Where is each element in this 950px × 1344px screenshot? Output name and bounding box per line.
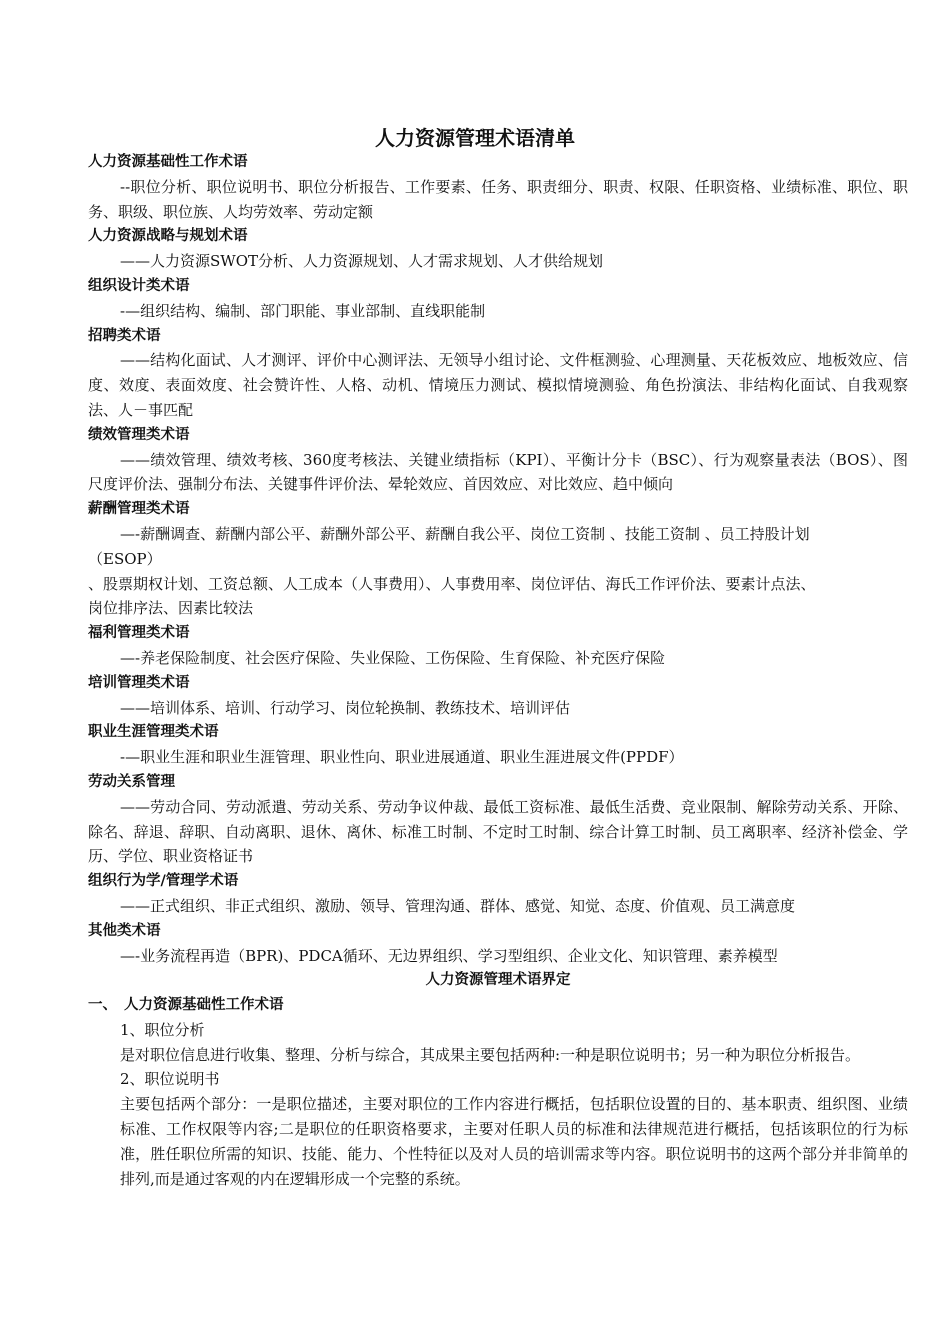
category-terms: -—职业生涯和职业生涯管理、职业性向、职业进展通道、职业生涯进展文件(PPDF） — [120, 748, 684, 767]
category-terms: ——正式组织、非正式组织、激励、领导、管理沟通、群体、感觉、知觉、态度、价值观、员工满意度 — [120, 896, 796, 915]
category-heading: 薪酬管理类术语 — [88, 501, 190, 518]
definition-body: 主要包括两个部分：一是职位描述，主要对职位的工作内容进行概括，包括职位设置的目的、基本职责、组织图、业绩标准、工作权限等内容;二是职位的任职资格要求，主要对任职人员的标准和法律规范进行概括，包括该职位的行为标准，胜任职位所需的知识、技能、能力、个性特征以及对人员的培训需求等内容。职位说明书的这两个部分并非简单的排列,而是通过客观的内在逻辑形成一个完整的系统。 — [120, 1095, 908, 1188]
category-heading: 组织设计类术语 — [88, 277, 190, 294]
section-heading — [88, 993, 908, 1018]
category-block — [88, 869, 908, 919]
category-heading: 组织行为学/管理学术语 — [88, 873, 239, 890]
category-block — [88, 150, 908, 224]
category-block — [88, 324, 908, 423]
category-block — [88, 224, 908, 274]
section-number: 一、 — [88, 997, 117, 1014]
category-terms: ——人力资源SWOT分析、人力资源规划、人才需求规划、人才供给规划 — [120, 252, 603, 271]
category-terms: ——绩效管理、绩效考核、360度考核法、关键业绩指标（KPI）、平衡计分卡（BSC）、行为观察量表法（BOS）、图尺度评价法、强制分布法、关键事件评价法、晕轮效应、首因效应、对比效应、趋中倾向 — [88, 450, 908, 494]
category-block-salary — [88, 497, 908, 621]
category-terms: ——培训体系、培训、行动学习、岗位轮换制、教练技术、培训评估 — [120, 698, 571, 717]
category-heading: 职业生涯管理类术语 — [88, 724, 219, 741]
category-block — [88, 274, 908, 324]
category-terms: —-业务流程再造（BPR)、PDCA循环、无边界组织、学习型组织、企业文化、知识管理、素养模型 — [120, 946, 778, 965]
category-heading: 其他类术语 — [88, 922, 161, 939]
category-terms-line: —-薪酬调查、薪酬内部公平、薪酬外部公平、薪酬自我公平、岗位工资制 、技能工资制 、员工持股计划 — [120, 524, 810, 543]
definition-item — [88, 1018, 908, 1068]
document-body — [88, 150, 908, 1191]
category-block — [88, 671, 908, 721]
category-block — [88, 770, 908, 869]
category-block — [88, 423, 908, 497]
category-heading: 绩效管理类术语 — [88, 426, 190, 443]
category-block — [88, 621, 908, 671]
category-terms: —-养老保险制度、社会医疗保险、失业保险、工伤保险、生育保险、补充医疗保险 — [120, 648, 666, 667]
category-terms: --职位分析、职位说明书、职位分析报告、工作要素、任务、职责细分、职责、权限、任职资格、业绩标准、职位、职务、职级、职位族、人均劳效率、劳动定额 — [88, 177, 908, 221]
category-heading: 人力资源基础性工作术语 — [88, 154, 248, 170]
category-block — [88, 919, 908, 969]
definition-body: 是对职位信息进行收集、整理、分析与综合，其成果主要包括两种:一种是职位说明书；另一种为职位分析报告。 — [120, 1045, 861, 1064]
definition-label: 1、职位分析 — [120, 1020, 205, 1039]
category-block — [88, 720, 908, 770]
category-heading: 招聘类术语 — [88, 327, 161, 344]
category-heading: 劳动关系管理 — [88, 773, 175, 790]
category-terms-line: 岗位排序法、因素比较法 — [88, 599, 254, 618]
category-terms-line: （ESOP） — [88, 549, 162, 568]
section-title: 人力资源基础性工作术语 — [124, 997, 284, 1014]
category-terms: -—组织结构、编制、部门职能、事业部制、直线职能制 — [120, 301, 486, 320]
category-terms: ——结构化面试、人才测评、评价中心测评法、无领导小组讨论、文件框测验、心理测量、天花板效应、地板效应、信度、效度、表面效度、社会赞许性、人格、动机、情境压力测试、模拟情境测验、角色扮演法、非结构化面试、自我观察法、人－事匹配 — [88, 351, 908, 419]
page-title: 人力资源管理术语清单 — [375, 126, 575, 150]
definition-item — [88, 1067, 908, 1191]
definitions-title: 人力资源管理术语界定 — [425, 972, 571, 989]
category-heading: 人力资源战略与规划术语 — [88, 228, 248, 245]
category-terms-line: 、股票期权计划、工资总额、人工成本（人事费用）、人事费用率、岗位评估、海氏工作评价法、要素计点法、 — [88, 574, 816, 593]
category-heading: 培训管理类术语 — [88, 674, 190, 691]
category-heading: 福利管理类术语 — [88, 625, 190, 642]
definition-label: 2、职位说明书 — [120, 1070, 220, 1089]
category-terms: ——劳动合同、劳动派遣、劳动关系、劳动争议仲裁、最低工资标准、最低生活费、竞业限制、解除劳动关系、开除、除名、辞退、辞职、自动离职、退休、离休、标准工时制、不定时工时制、综合计算工时制、员工离职率、经济补偿金、学历、学位、职业资格证书 — [88, 797, 908, 866]
